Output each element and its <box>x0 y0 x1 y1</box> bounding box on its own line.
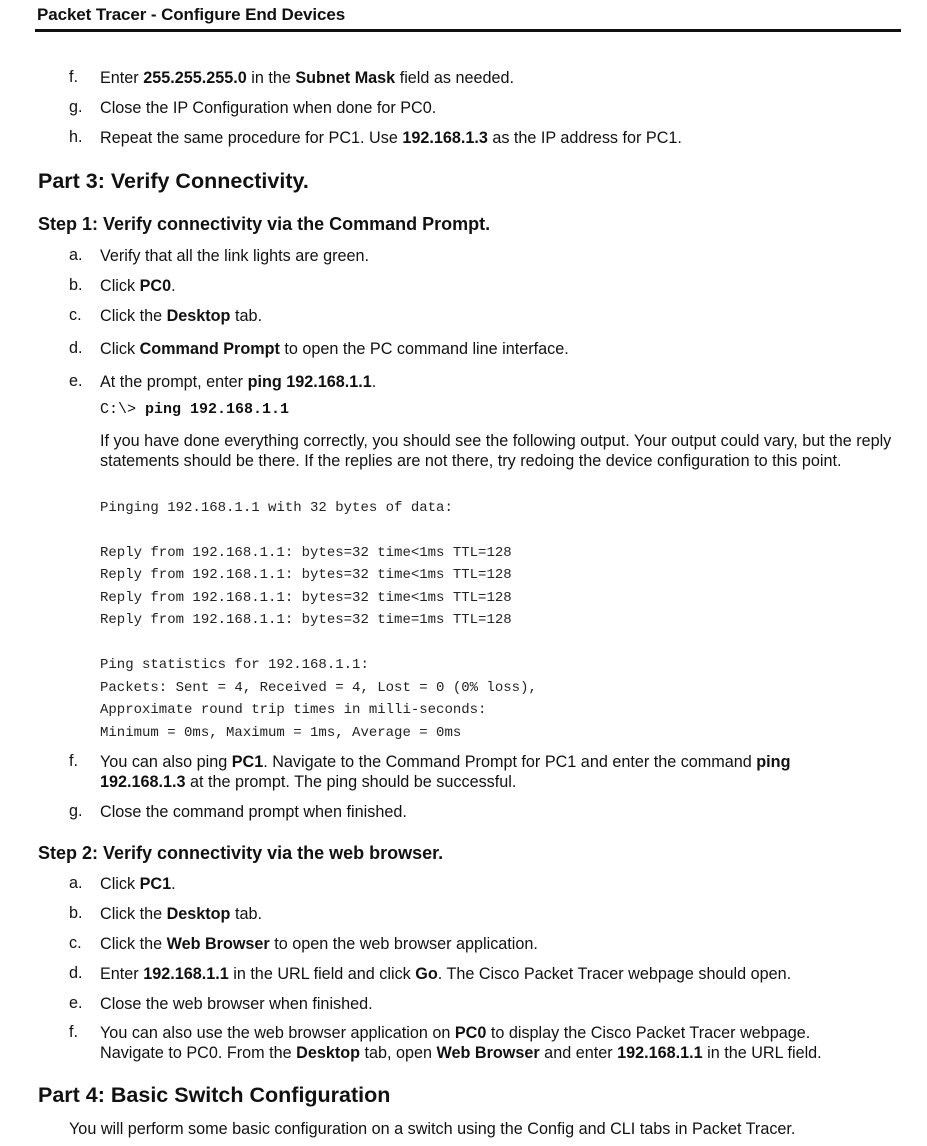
instruction-item: You can also use the web browser application on PC0 to display the Cisco Packet Tracer webpage. Navigate to PC0. From the Desktop tab, open Web Browser and enter 192.168.1.1 in the URL field. <box>100 1024 822 1062</box>
instruction-item: Close the web browser when finished. <box>100 995 373 1013</box>
step-letter: b. <box>69 904 83 922</box>
ping-reply-line: Reply from 192.168.1.1: bytes=32 time<1ms TTL=128 <box>100 567 512 583</box>
step-letter: f. <box>69 752 78 770</box>
step-letter: h. <box>69 128 83 146</box>
instruction-item: Enter 255.255.255.0 in the Subnet Mask field as needed. <box>100 69 515 87</box>
step-letter: d. <box>69 339 83 357</box>
instruction-item: You can also ping PC1. Navigate to the Command Prompt for PC1 and enter the command ping 192.168.1.3 at the prompt. The ping should be successful. <box>100 753 791 791</box>
ping-stats-line: Packets: Sent = 4, Received = 4, Lost = 0 (0% loss), <box>100 680 537 696</box>
step-letter: f. <box>69 68 78 86</box>
explanation-paragraph: If you have done everything correctly, you should see the following output. Your output could vary, but the reply statements should be there. If the replies are not there, try redoing the device configuration to this point. <box>100 432 892 470</box>
step-letter: g. <box>69 802 83 820</box>
part4-heading: Part 4: Basic Switch Configuration <box>38 1083 391 1107</box>
step-letter: g. <box>69 98 83 116</box>
ping-stats-line: Approximate round trip times in milli-seconds: <box>100 702 487 718</box>
step-letter: a. <box>69 874 83 892</box>
ping-reply-line: Reply from 192.168.1.1: bytes=32 time<1ms TTL=128 <box>100 590 512 606</box>
part3-heading: Part 3: Verify Connectivity. <box>38 169 309 193</box>
step-letter: c. <box>69 934 82 952</box>
instruction-item: Click Command Prompt to open the PC command line interface. <box>100 340 569 358</box>
instruction-item: Click PC0. <box>100 277 176 295</box>
instruction-item: Click the Desktop tab. <box>100 307 262 325</box>
instruction-item: Close the IP Configuration when done for PC0. <box>100 99 437 117</box>
instruction-item: Verify that all the link lights are green. <box>100 247 370 265</box>
instruction-item: Repeat the same procedure for PC1. Use 192.168.1.3 as the IP address for PC1. <box>100 129 682 147</box>
step-letter: b. <box>69 276 83 294</box>
step-letter: c. <box>69 306 82 324</box>
command-prompt-line: C:\> ping 192.168.1.1 <box>100 401 290 418</box>
instruction-item: Close the command prompt when finished. <box>100 803 407 821</box>
part4-intro: You will perform some basic configuration on a switch using the Config and CLI tabs in Packet Tracer. <box>69 1120 796 1138</box>
instruction-item: At the prompt, enter ping 192.168.1.1. <box>100 373 377 391</box>
ping-stats-line: Ping statistics for 192.168.1.1: <box>100 657 369 673</box>
document-header-title: Packet Tracer - Configure End Devices <box>37 5 346 24</box>
instruction-item: Click the Web Browser to open the web browser application. <box>100 935 538 953</box>
instruction-item: Click PC1. <box>100 875 176 893</box>
header-divider <box>35 29 901 32</box>
step-letter: e. <box>69 372 83 390</box>
ping-reply-line: Reply from 192.168.1.1: bytes=32 time<1ms TTL=128 <box>100 545 512 561</box>
instruction-item: Enter 192.168.1.1 in the URL field and click Go. The Cisco Packet Tracer webpage should open. <box>100 965 792 983</box>
ping-stats-line: Minimum = 0ms, Maximum = 1ms, Average = 0ms <box>100 725 462 741</box>
ping-reply-line: Reply from 192.168.1.1: bytes=32 time=1ms TTL=128 <box>100 612 512 628</box>
step-letter: d. <box>69 964 83 982</box>
step-letter: f. <box>69 1023 78 1041</box>
ping-output-header: Pinging 192.168.1.1 with 32 bytes of data: <box>100 500 453 516</box>
step2-heading: Step 2: Verify connectivity via the web browser. <box>38 843 444 863</box>
instruction-item: Click the Desktop tab. <box>100 905 262 923</box>
step1-heading: Step 1: Verify connectivity via the Command Prompt. <box>38 214 491 234</box>
step-letter: a. <box>69 246 83 264</box>
step-letter: e. <box>69 994 83 1012</box>
